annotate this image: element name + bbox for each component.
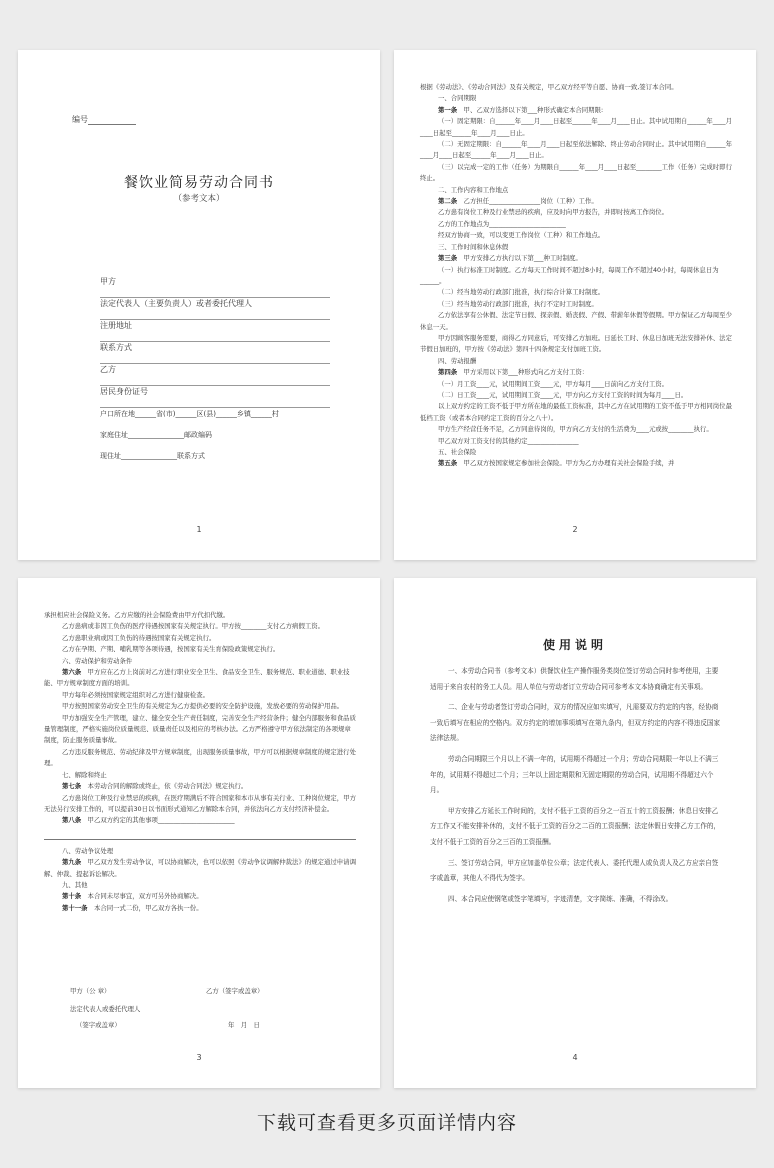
instruction-paragraph: 三、签订劳动合同，甲方应加盖单位公章；法定代表人、委托代理人或负责人及乙方应亲自签字或盖章，其他人不得代为签字。	[430, 858, 719, 883]
clause-text: （三）以完成一定的工作（任务）为期限自______年____月____日起至________工作（任务）完成时即行终止。	[420, 162, 732, 183]
clause-line	[44, 747, 356, 770]
clause-line	[420, 105, 732, 116]
page-3-body	[44, 610, 356, 914]
clause-line	[420, 139, 732, 162]
clause-text: 甲、乙双方选择以下第___种形式确定本合同期限:	[457, 105, 604, 114]
clause-text: （一）月工资____元，试用期间工资____元，甲方每月____日前向乙方支付工资。	[438, 379, 669, 388]
signature-party-b: 乙方（签字或盖章）	[206, 987, 264, 995]
field-home-address: 家庭住址________________邮政编码	[100, 431, 212, 439]
clause-text: 经双方协商一致，可以变更工作岗位（工种）和工作地点。	[438, 231, 605, 240]
contract-subtitle: （参考文本）	[173, 194, 225, 204]
clause-line	[420, 265, 732, 288]
clause-line	[44, 701, 356, 712]
clause-line	[420, 390, 732, 401]
clause-text: （二）无固定期限：自______年____月____日起至依法解除、终止劳动合同时止。其中试用期自______年____月____日起至______年____月____日止。	[420, 140, 732, 160]
clause-text: 甲方安排乙方执行以下第___种工时制度。	[457, 254, 582, 263]
clause-line	[420, 401, 732, 424]
instruction-paragraph: 二、企业与劳动者签订劳动合同时，双方的情况应如实填写，凡需要双方约定的内容，经协商一致后填写在相应的空格内。双方约定的增加事项填写在第九条内，但双方约定的内容不得违反国家法律法规。	[430, 703, 721, 743]
clause-text: 乙方患岗位工种及行业禁忌的疾病，在医疗期满后不符合国家和本市从事有关行业、工种岗位规定，甲方无法另行安排工作的，可以提前30日以书面形式通知乙方解除本合同，并依法向乙方支付经济补偿金。	[44, 793, 356, 813]
clause-text: 甲方按照国家劳动安全卫生的有关规定为乙方提供必要的安全防护设施，发放必要的劳动保护用品。	[62, 702, 344, 711]
clause-line	[44, 793, 356, 816]
page-number: 4	[572, 1053, 578, 1062]
clause-line	[44, 644, 356, 655]
page-2	[394, 50, 756, 560]
clause-text: 根据《劳动法》、《劳动合同法》及有关规定，甲乙双方经平等自愿、协商一致,签订本合同。	[420, 83, 678, 91]
clause-line	[44, 857, 356, 880]
clause-text: 甲乙双方发生劳动争议，可以协商解决，也可以依照《劳动争议调解仲裁法》的规定通过申请调解、仲裁、提起诉讼解决。	[44, 858, 356, 878]
clause-text: 乙方担任________________岗位（工种）工作。	[457, 197, 598, 206]
clause-text: 八、劳动争议处理	[62, 846, 114, 855]
page-1	[18, 50, 380, 560]
clause-line	[44, 815, 356, 826]
clause-line	[44, 781, 356, 792]
clause-line	[420, 424, 732, 435]
clause-line	[44, 713, 356, 747]
clause-line	[420, 116, 732, 139]
clause-text: 甲方采用以下第___种形式向乙方支付工资：	[457, 368, 589, 377]
clause-line	[420, 230, 732, 241]
clause-text: 本合同一式二份，甲乙双方各执一份。	[87, 903, 203, 912]
section-heading	[420, 242, 732, 253]
clause-line	[420, 196, 732, 207]
clause-text: （一）执行标准工时制度。乙方每天工作时间不超过8小时，每周工作不超过40小时，每周休息日为______。	[420, 265, 719, 285]
section-heading	[420, 185, 732, 196]
clause-line	[420, 219, 732, 230]
article-number: 第七条	[62, 782, 82, 791]
page-4	[394, 578, 756, 1088]
clause-text: 甲方因顾客服务需要，商得乙方同意后，可安排乙方加班。日延长工时、休息日加班无法安排补休、法定节假日加班的，甲方按《劳动法》第四十四条规定支付加班工资。	[420, 333, 732, 354]
clause-text: 三、工作时间和休息休假	[438, 242, 509, 251]
clause-line	[420, 333, 732, 356]
clause-text: 乙方的工作地点为________________________	[438, 219, 566, 228]
clause-line	[420, 379, 732, 390]
clause-text: 六、劳动保护和劳动条件	[62, 656, 133, 665]
clause-text: 二、工作内容和工作地点	[438, 185, 509, 194]
page-number: 1	[196, 525, 202, 534]
clause-text: 乙方依法享有公休假、法定节日假、探亲假、婚丧假、产假、带薪年休假等假期。甲方保证乙方每周至少休息一天。	[420, 311, 732, 331]
field-party-a: 甲方	[100, 276, 330, 298]
clause-line	[420, 82, 732, 93]
page-2-body	[420, 82, 732, 470]
clause-line	[420, 436, 732, 447]
section-heading	[420, 356, 732, 367]
article-number: 第十条	[62, 892, 82, 901]
clause-text: 甲方生产经营任务不足，乙方同意待岗的，甲方向乙方支付的生活费为____元或按________执行。	[438, 425, 713, 434]
clause-line	[44, 621, 356, 632]
clause-text: 乙方患有岗位工种及行业禁忌的疾病，应及时向甲方报告，并即时按离工作岗位。	[438, 208, 669, 217]
clause-text: 甲乙双方对工资支付的其他约定________________	[438, 436, 579, 445]
section-heading	[44, 770, 356, 781]
instruction-paragraph: 劳动合同期限三个月以上不满一年的，试用期不得超过一个月；劳动合同期限一年以上不满三年的，试用期不得超过二个月；三年以上固定期限和无固定期限的劳动合同，试用期不得超过六个月。	[430, 754, 719, 795]
clause-text: 一、合同期限	[438, 94, 477, 103]
serial-number-field: 编号	[72, 114, 136, 125]
clause-text: 承担相应社会保险义务。乙方应缴的社会保险费由甲方代扣代缴。	[44, 611, 230, 619]
clause-text: 乙方违反服务规范、劳动纪律及甲方规章制度，出现服务质量事故，甲方可以根据规章制度的规定进行处理。	[44, 747, 356, 768]
section-heading	[44, 656, 356, 667]
article-number: 第十一条	[62, 903, 88, 912]
instruction-paragraph: 甲方安排乙方延长工作时间的，支付不低于工资的百分之一百五十的工资报酬；休息日安排乙方工作又不能安排补休的，支付不低于工资的百分之二百的工资报酬；法定休假日安排乙方工作的，支付不低于工资的百分之三百的工资报酬。	[430, 806, 721, 846]
clause-text: 甲乙双方约定的其他事项________________________	[81, 816, 235, 825]
clause-line	[44, 891, 356, 902]
clause-line	[420, 253, 732, 264]
field-party-b: 乙方	[100, 364, 330, 386]
clause-text: 七、解除和终止	[62, 770, 107, 779]
clause-text: （一）固定期限：自______年____月____日起至______年____月____日止。其中试用期自______年____月____日起至______年____月____日止。	[420, 117, 732, 137]
article-number: 第三条	[438, 254, 458, 263]
article-number: 第九条	[62, 858, 82, 867]
signature-party-a: 甲方（公 章）	[70, 987, 111, 995]
clause-text: 五、社会保险	[438, 448, 477, 456]
instruction-paragraph: 一、本劳动合同书（参考文本）供餐饮业生产操作服务类岗位签订劳动合同时参考使用，主要适用于来自农村的务工人员。用人单位与劳动者订立劳动合同可参考本文本协商确定有关事项。	[430, 667, 719, 691]
clause-line	[44, 690, 356, 701]
clause-line	[420, 162, 732, 185]
download-banner[interactable]: 下载可查看更多页面详情内容	[256, 1112, 517, 1134]
clause-text: 九、其他	[62, 880, 88, 889]
field-id-number: 居民身份证号	[100, 386, 330, 408]
party-fields	[100, 276, 330, 471]
article-number: 第二条	[438, 197, 458, 206]
section-heading	[420, 447, 732, 458]
page-number: 2	[572, 525, 578, 534]
article-number: 第五条	[438, 459, 458, 468]
clause-text: （二）经当地劳动行政部门批准，执行综合计算工时制度。	[438, 288, 605, 297]
field-household: 户口所在地______省(市)______区(县)______乡镇______村	[100, 410, 279, 418]
instruction-paragraph: 四、本合同应使钢笔或签字笔填写，字迹清楚，文字简练、准确，不得涂改。	[448, 894, 673, 903]
clause-text: 乙方在孕期、产期、哺乳期等各项待遇，按国家有关生育保险政策规定执行。	[62, 645, 280, 654]
clause-text: 四、劳动报酬	[438, 356, 477, 365]
clause-text: 甲乙双方按国家规定参加社会保险。甲方为乙方办理有关社会保险手续，并	[457, 459, 675, 468]
signature-rep-sign: （签字或盖章）	[76, 1021, 121, 1029]
clause-text: 以上双方约定的工资不低于甲方所在地的最低工资标准，其中乙方在试用期的工资不低于甲方相同岗位最低档工资（或者本合同约定工资的百分之八十）。	[420, 402, 732, 422]
signature-legal-rep: 法定代表人或委托代理人	[70, 1005, 141, 1013]
article-number: 第六条	[62, 668, 82, 677]
clause-line	[420, 458, 732, 469]
field-contact: 联系方式	[100, 342, 330, 364]
clause-line	[420, 287, 732, 298]
article-number: 第一条	[438, 105, 458, 114]
field-legal-rep: 法定代表人（主要负责人）或者委托代理人	[100, 298, 330, 320]
clause-text: 乙方患职业病或因工负伤的待遇按国家有关规定执行。	[62, 633, 216, 642]
clause-text: （二）日工资____元，试用期间工资____元，甲方向乙方支付工资的时间为每月____日。	[438, 390, 688, 399]
clause-line	[44, 667, 356, 690]
clause-line	[420, 310, 732, 333]
field-registered-address: 注册地址	[100, 320, 330, 342]
divider	[44, 831, 356, 840]
clause-text: 乙方患病或非因工负伤的医疗待遇按国家有关规定执行。甲方按________支付乙方病假工资。	[62, 622, 325, 631]
article-number: 第四条	[438, 368, 458, 377]
clause-line	[420, 299, 732, 310]
clause-text: 本合同未尽事宜，双方可另外协商解决。	[81, 892, 203, 901]
clause-line	[420, 207, 732, 218]
contract-title: 餐饮业简易劳动合同书	[124, 175, 274, 191]
clause-text: 甲方每年必须按国家规定组织对乙方进行健康检查。	[62, 690, 209, 699]
clause-text: （三）经当地劳动行政部门批准，执行不定时工时制度。	[438, 299, 598, 308]
instructions-title: 使用说明	[542, 638, 607, 652]
clause-line	[420, 367, 732, 378]
instructions-body	[430, 664, 722, 912]
clause-line	[44, 610, 356, 621]
clause-line	[44, 633, 356, 644]
clause-text: 本劳动合同的解除或终止，依《劳动合同法》规定执行。	[81, 782, 248, 791]
page-3	[18, 578, 380, 1088]
clause-line	[44, 903, 356, 914]
field-current-address: 现住址________________联系方式	[100, 452, 205, 460]
clause-text: 甲方加强安全生产管理，建立、健全安全生产责任制度，完善安全生产经营条件；健全内部服务和食品质量管理制度，严格实施岗位质量规范、质量责任以及相应的考核办法。乙方严格遵守甲方依法制定的各项规章制度，防止服务质量事故。	[44, 713, 356, 745]
section-heading	[420, 93, 732, 104]
article-number: 第八条	[62, 816, 82, 825]
section-heading	[44, 880, 356, 891]
signature-date: 年 月 日	[228, 1021, 260, 1029]
section-heading	[44, 846, 356, 857]
clause-text: 甲方应在乙方上岗前对乙方进行职业安全卫生、食品安全卫生、服务规范、职业道德、职业技能、甲方规章制度方面的培训。	[44, 668, 350, 688]
page-number: 3	[196, 1053, 202, 1062]
